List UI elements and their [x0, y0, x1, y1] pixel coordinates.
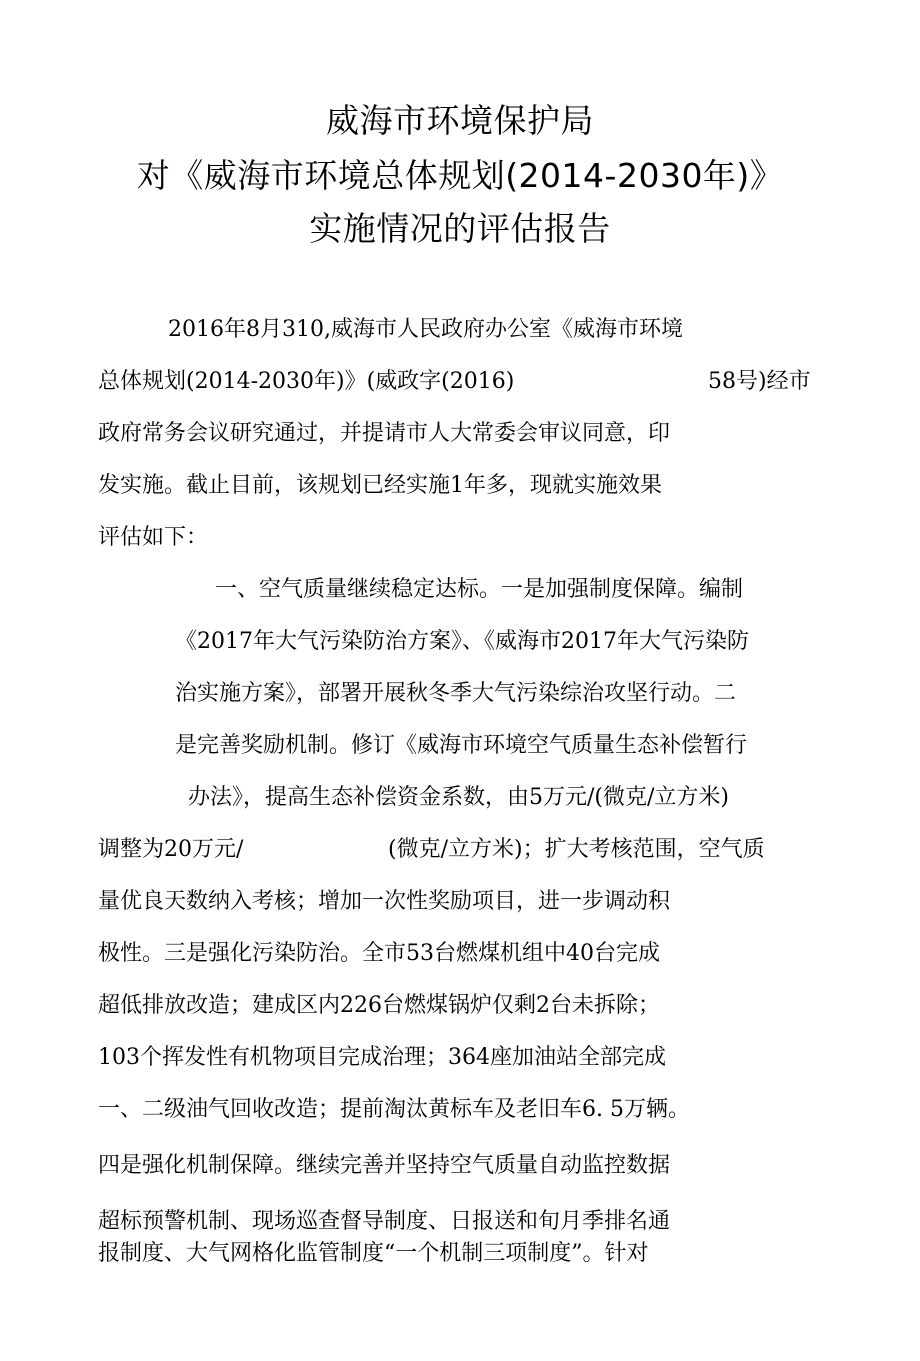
paragraph-2-line-13: 超标预警机制、现场巡查督导制度、日报送和旬月季排名通: [98, 1209, 671, 1234]
paragraph-2-line-3: 治实施方案》，部署开展秋冬季大气污染综治攻坚行动。二: [175, 681, 737, 706]
paragraph-1-line-4: 发实施。截止目前，该规划已经实施1年多，现就实施效果: [98, 473, 662, 498]
paragraph-2-line-9: 超低排放改造；建成区内226台燃煤锅炉仅剩2台未拆除；: [98, 993, 660, 1018]
paragraph-1-line-2a: 总体规划(2014-2030年)》(威政字(2016): [98, 369, 515, 394]
paragraph-2-line-6a: 调整为20万元/: [98, 837, 244, 862]
paragraph-2-line-8: 极性。三是强化污染防治。全市53台燃煤机组中40台完成: [98, 941, 660, 966]
title-line-2: 对《威海市环境总体规划(2014-2030年)》: [136, 156, 784, 195]
paragraph-1-line-3: 政府常务会议研究通过，并提请市人大常委会审议同意，印: [98, 421, 671, 446]
paragraph-2-line-4: 是完善奖励机制。修订《威海市环境空气质量生态补偿暂行: [175, 733, 748, 758]
paragraph-2-line-7: 量优良天数纳入考核；增加一次性奖励项目，进一步调动积: [98, 889, 671, 914]
paragraph-2-line-12: 四是强化机制保障。继续完善并坚持空气质量自动监控数据: [98, 1153, 671, 1178]
paragraph-2-line-14: 报制度、大气网格化监管制度“一个机制三项制度”。针对: [98, 1241, 649, 1266]
paragraph-2-line-10: 103个挥发性有机物项目完成治理；364座加油站全部完成: [98, 1045, 666, 1070]
title-line-3: 实施情况的评估报告: [309, 209, 611, 248]
paragraph-2-line-11: 一、二级油气回收改造；提前淘汰黄标车及老旧车6. 5万辆。: [98, 1097, 690, 1122]
paragraph-1-line-2b: 58号)经市: [708, 369, 811, 394]
paragraph-2-line-6b: (微克/立方米)；扩大考核范围，空气质: [388, 837, 765, 862]
paragraph-2-line-2: 《2017年大气污染防治方案》、《威海市2017年大气污染防: [175, 629, 749, 654]
paragraph-1-line-5: 评估如下：: [98, 525, 209, 550]
paragraph-2-line-1: 一、空气质量继续稳定达标。一是加强制度保障。编制: [215, 577, 744, 602]
paragraph-1-line-1: 2016年8月310,威海市人民政府办公室《威海市环境: [168, 317, 683, 342]
title-line-1: 威海市环境保护局: [326, 101, 594, 140]
paragraph-2-line-5: 办法》，提高生态补偿资金系数，由5万元/(微克/立方米): [188, 785, 729, 810]
